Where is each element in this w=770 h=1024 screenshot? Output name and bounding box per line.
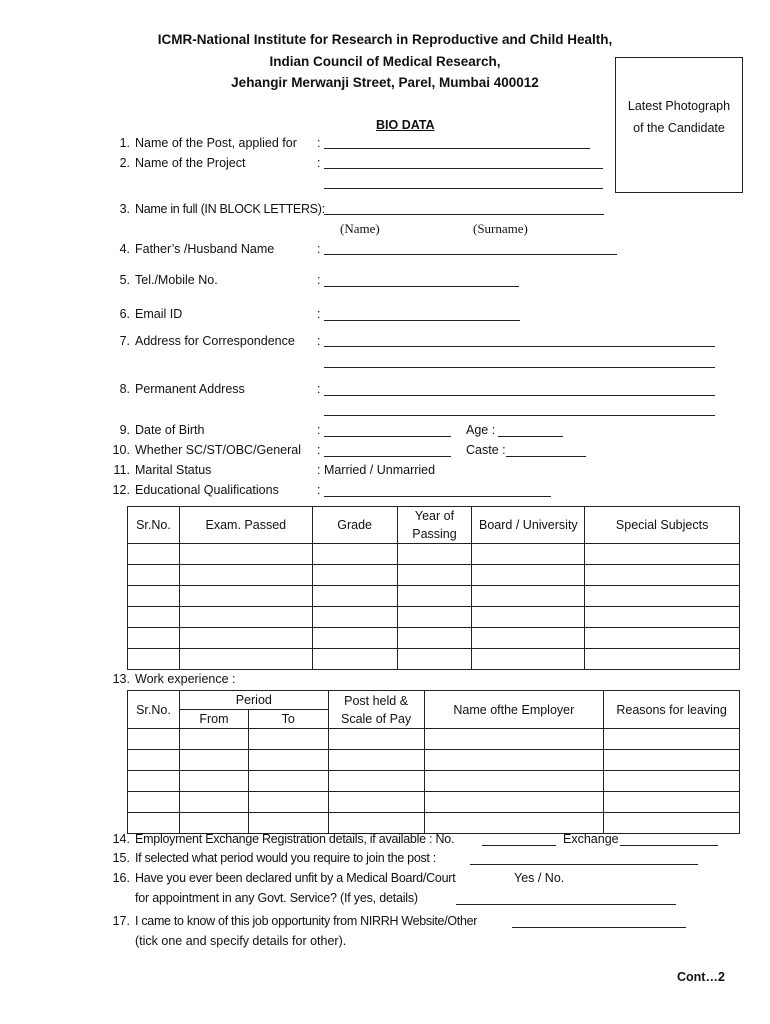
table-row <box>128 649 740 670</box>
correspondence-address-input-line2[interactable] <box>324 367 715 368</box>
col-reasons: Reasons for leaving <box>604 691 740 729</box>
table-cell[interactable] <box>472 628 585 649</box>
field-9-number: 9. <box>119 423 130 437</box>
exchange-label: Exchange <box>563 832 619 846</box>
table-cell[interactable] <box>397 565 472 586</box>
field-10-label: Whether SC/ST/OBC/General <box>135 443 302 457</box>
field-17-label-line2: (tick one and specify details for other). <box>135 934 347 948</box>
col-from: From <box>179 710 248 729</box>
field-13-label: Work experience : <box>135 672 236 686</box>
table-cell[interactable] <box>472 565 585 586</box>
marital-status-options[interactable]: : Married / Unmarried <box>317 463 436 477</box>
category-input[interactable] <box>324 456 451 457</box>
table-cell[interactable] <box>397 649 472 670</box>
field-16-label-line2: for appointment in any Govt. Service? (If yes, details) <box>135 891 418 905</box>
experience-table <box>127 690 740 834</box>
table-cell[interactable] <box>248 729 328 750</box>
table-row <box>128 586 740 607</box>
field-12-number: 12. <box>112 483 130 497</box>
field-8-label: Permanent Address <box>135 382 245 396</box>
field-16-number: 16. <box>112 871 130 885</box>
field-4-label: Father’s /Husband Name <box>135 242 275 256</box>
field-6-number: 6. <box>119 307 130 321</box>
table-cell[interactable] <box>179 607 312 628</box>
field-16-label: Have you ever been declared unfit by a Medical Board/Court <box>135 871 456 885</box>
field-2-colon: : <box>317 156 321 170</box>
field-7-number: 7. <box>119 334 130 348</box>
table-cell[interactable] <box>128 565 180 586</box>
table-cell[interactable] <box>604 750 740 771</box>
table-row <box>128 750 740 771</box>
field-10-number: 10. <box>112 443 130 457</box>
table-cell[interactable] <box>179 649 312 670</box>
field-12-colon: : <box>317 483 321 497</box>
table-cell[interactable] <box>128 792 180 813</box>
table-cell[interactable] <box>248 750 328 771</box>
field-2-label: Name of the Project <box>135 156 246 170</box>
table-cell[interactable] <box>424 813 604 834</box>
project-name-input-line2[interactable] <box>324 188 603 189</box>
table-cell[interactable] <box>128 729 180 750</box>
table-cell[interactable] <box>128 607 180 628</box>
field-1-number: 1. <box>119 136 130 150</box>
field-4-colon: : <box>317 242 321 256</box>
table-cell[interactable] <box>397 628 472 649</box>
correspondence-address-input[interactable] <box>324 346 715 347</box>
col-employer: Name ofthe Employer <box>424 691 604 729</box>
table-cell[interactable] <box>179 813 248 834</box>
field-11-label: Marital Status <box>135 463 212 477</box>
unfit-yes-no-options[interactable]: Yes / No. <box>514 871 565 885</box>
age-label: Age : <box>466 423 496 437</box>
dob-input[interactable] <box>324 436 451 437</box>
field-13-number: 13. <box>112 672 130 686</box>
col-grade: Grade <box>312 507 397 544</box>
education-header-row <box>128 507 740 544</box>
table-row <box>128 565 740 586</box>
table-cell[interactable] <box>604 771 740 792</box>
council-name: Indian Council of Medical Research, <box>269 54 501 69</box>
field-10-colon: : <box>317 443 321 457</box>
field-6-label: Email ID <box>135 307 183 321</box>
field-2-number: 2. <box>119 156 130 170</box>
caste-input[interactable] <box>506 456 586 457</box>
table-cell[interactable] <box>179 729 248 750</box>
joining-period-input[interactable] <box>470 864 698 865</box>
table-row <box>128 544 740 565</box>
col-exam-passed: Exam. Passed <box>179 507 312 544</box>
age-input[interactable] <box>498 436 563 437</box>
col-year-line2: Passing <box>412 527 457 541</box>
table-cell[interactable] <box>128 813 180 834</box>
col-board-university: Board / University <box>472 507 585 544</box>
photo-label-line1: Latest Photograph <box>627 99 731 113</box>
col-year-of-passing <box>397 507 472 544</box>
education-table <box>127 506 740 670</box>
table-row <box>128 792 740 813</box>
table-cell[interactable] <box>424 792 604 813</box>
table-cell[interactable] <box>328 771 424 792</box>
post-applied-input[interactable] <box>324 148 590 149</box>
table-cell[interactable] <box>604 792 740 813</box>
email-input[interactable] <box>324 320 520 321</box>
field-3-label: Name in full (IN BLOCK LETTERS): <box>135 202 325 216</box>
table-cell[interactable] <box>397 544 472 565</box>
field-6-colon: : <box>317 307 321 321</box>
experience-header-row <box>128 691 740 710</box>
table-cell[interactable] <box>128 586 180 607</box>
table-cell[interactable] <box>128 750 180 771</box>
field-14-label: Employment Exchange Registration details, if available : No. <box>135 832 455 846</box>
field-7-colon: : <box>317 334 321 348</box>
table-cell[interactable] <box>604 729 740 750</box>
table-cell[interactable] <box>179 771 248 792</box>
table-cell[interactable] <box>472 586 585 607</box>
table-cell[interactable] <box>128 771 180 792</box>
project-name-input[interactable] <box>324 168 603 169</box>
field-5-colon: : <box>317 273 321 287</box>
table-cell[interactable] <box>585 586 740 607</box>
table-cell[interactable] <box>328 813 424 834</box>
field-5-number: 5. <box>119 273 130 287</box>
caste-label: Caste : <box>466 443 506 457</box>
surname-sublabel: (Surname) <box>473 221 528 236</box>
table-row <box>128 628 740 649</box>
table-row <box>128 771 740 792</box>
field-12-label: Educational Qualifications <box>135 483 279 497</box>
table-cell[interactable] <box>248 792 328 813</box>
unfit-details-input[interactable] <box>456 904 676 905</box>
photograph-box[interactable] <box>615 57 743 193</box>
table-cell[interactable] <box>128 649 180 670</box>
table-cell[interactable] <box>604 813 740 834</box>
institute-address: Jehangir Merwanji Street, Parel, Mumbai 400012 <box>231 75 539 90</box>
table-cell[interactable] <box>128 544 180 565</box>
table-row <box>128 813 740 834</box>
father-husband-name-input[interactable] <box>324 254 617 255</box>
table-row <box>128 607 740 628</box>
table-cell[interactable] <box>312 565 397 586</box>
col-srno: Sr.No. <box>128 691 180 729</box>
table-cell[interactable] <box>312 607 397 628</box>
table-cell[interactable] <box>472 544 585 565</box>
field-15-number: 15. <box>112 851 130 865</box>
table-cell[interactable] <box>328 750 424 771</box>
exchange-name-input[interactable] <box>620 845 718 846</box>
table-cell[interactable] <box>585 649 740 670</box>
field-1-colon: : <box>317 136 321 150</box>
table-cell[interactable] <box>128 628 180 649</box>
name-sublabel: (Name) <box>340 221 380 236</box>
field-8-colon: : <box>317 382 321 396</box>
institute-name: ICMR-National Institute for Research in Reproductive and Child Health, <box>157 32 613 47</box>
continued-marker: Cont…2 <box>677 970 725 984</box>
table-cell[interactable] <box>312 544 397 565</box>
table-cell[interactable] <box>472 649 585 670</box>
exchange-reg-no-input[interactable] <box>482 845 556 846</box>
table-cell[interactable] <box>397 607 472 628</box>
col-to: To <box>248 710 328 729</box>
table-cell[interactable] <box>424 729 604 750</box>
qualifications-input[interactable] <box>324 496 551 497</box>
table-cell[interactable] <box>179 565 312 586</box>
table-cell[interactable] <box>585 628 740 649</box>
table-cell[interactable] <box>179 586 312 607</box>
full-name-input[interactable] <box>324 214 604 215</box>
col-post-line1: Post held & <box>344 693 409 708</box>
mobile-input[interactable] <box>324 286 519 287</box>
table-cell[interactable] <box>585 565 740 586</box>
col-year-line1: Year of <box>414 509 455 523</box>
table-cell[interactable] <box>424 750 604 771</box>
permanent-address-input[interactable] <box>324 395 715 396</box>
col-post-held <box>328 691 424 729</box>
photo-label-line2: of the Candidate <box>633 121 725 135</box>
field-8-number: 8. <box>119 382 130 396</box>
table-cell[interactable] <box>179 750 248 771</box>
table-cell[interactable] <box>312 628 397 649</box>
field-9-label: Date of Birth <box>135 423 205 437</box>
field-4-number: 4. <box>119 242 130 256</box>
table-cell[interactable] <box>397 586 472 607</box>
table-cell[interactable] <box>472 607 585 628</box>
field-17-label: I came to know of this job opportunity from NIRRH Website/Other <box>135 914 478 928</box>
table-cell[interactable] <box>585 544 740 565</box>
col-post-line2: Scale of Pay <box>340 711 412 726</box>
table-cell[interactable] <box>248 813 328 834</box>
field-7-label: Address for Correspondence <box>135 334 295 348</box>
table-cell[interactable] <box>179 544 312 565</box>
field-14-number: 14. <box>112 832 130 846</box>
table-cell[interactable] <box>312 649 397 670</box>
table-cell[interactable] <box>585 607 740 628</box>
table-cell[interactable] <box>328 729 424 750</box>
table-cell[interactable] <box>424 771 604 792</box>
field-5-label: Tel./Mobile No. <box>135 273 218 287</box>
permanent-address-input-line2[interactable] <box>324 415 715 416</box>
table-cell[interactable] <box>328 792 424 813</box>
field-17-number: 17. <box>112 914 130 928</box>
col-period: Period <box>179 691 328 710</box>
table-cell[interactable] <box>312 586 397 607</box>
job-source-input[interactable] <box>512 927 686 928</box>
col-srno: Sr.No. <box>128 507 180 544</box>
form-title: BIO DATA <box>376 118 435 132</box>
field-9-colon: : <box>317 423 321 437</box>
field-15-label: If selected what period would you require to join the post : <box>135 851 436 865</box>
table-cell[interactable] <box>248 771 328 792</box>
table-cell[interactable] <box>179 628 312 649</box>
field-1-label: Name of the Post, applied for <box>135 136 297 150</box>
field-11-number: 11. <box>113 463 130 477</box>
table-cell[interactable] <box>179 792 248 813</box>
field-3-number: 3. <box>119 202 130 216</box>
table-row <box>128 729 740 750</box>
col-special-subjects: Special Subjects <box>585 507 740 544</box>
